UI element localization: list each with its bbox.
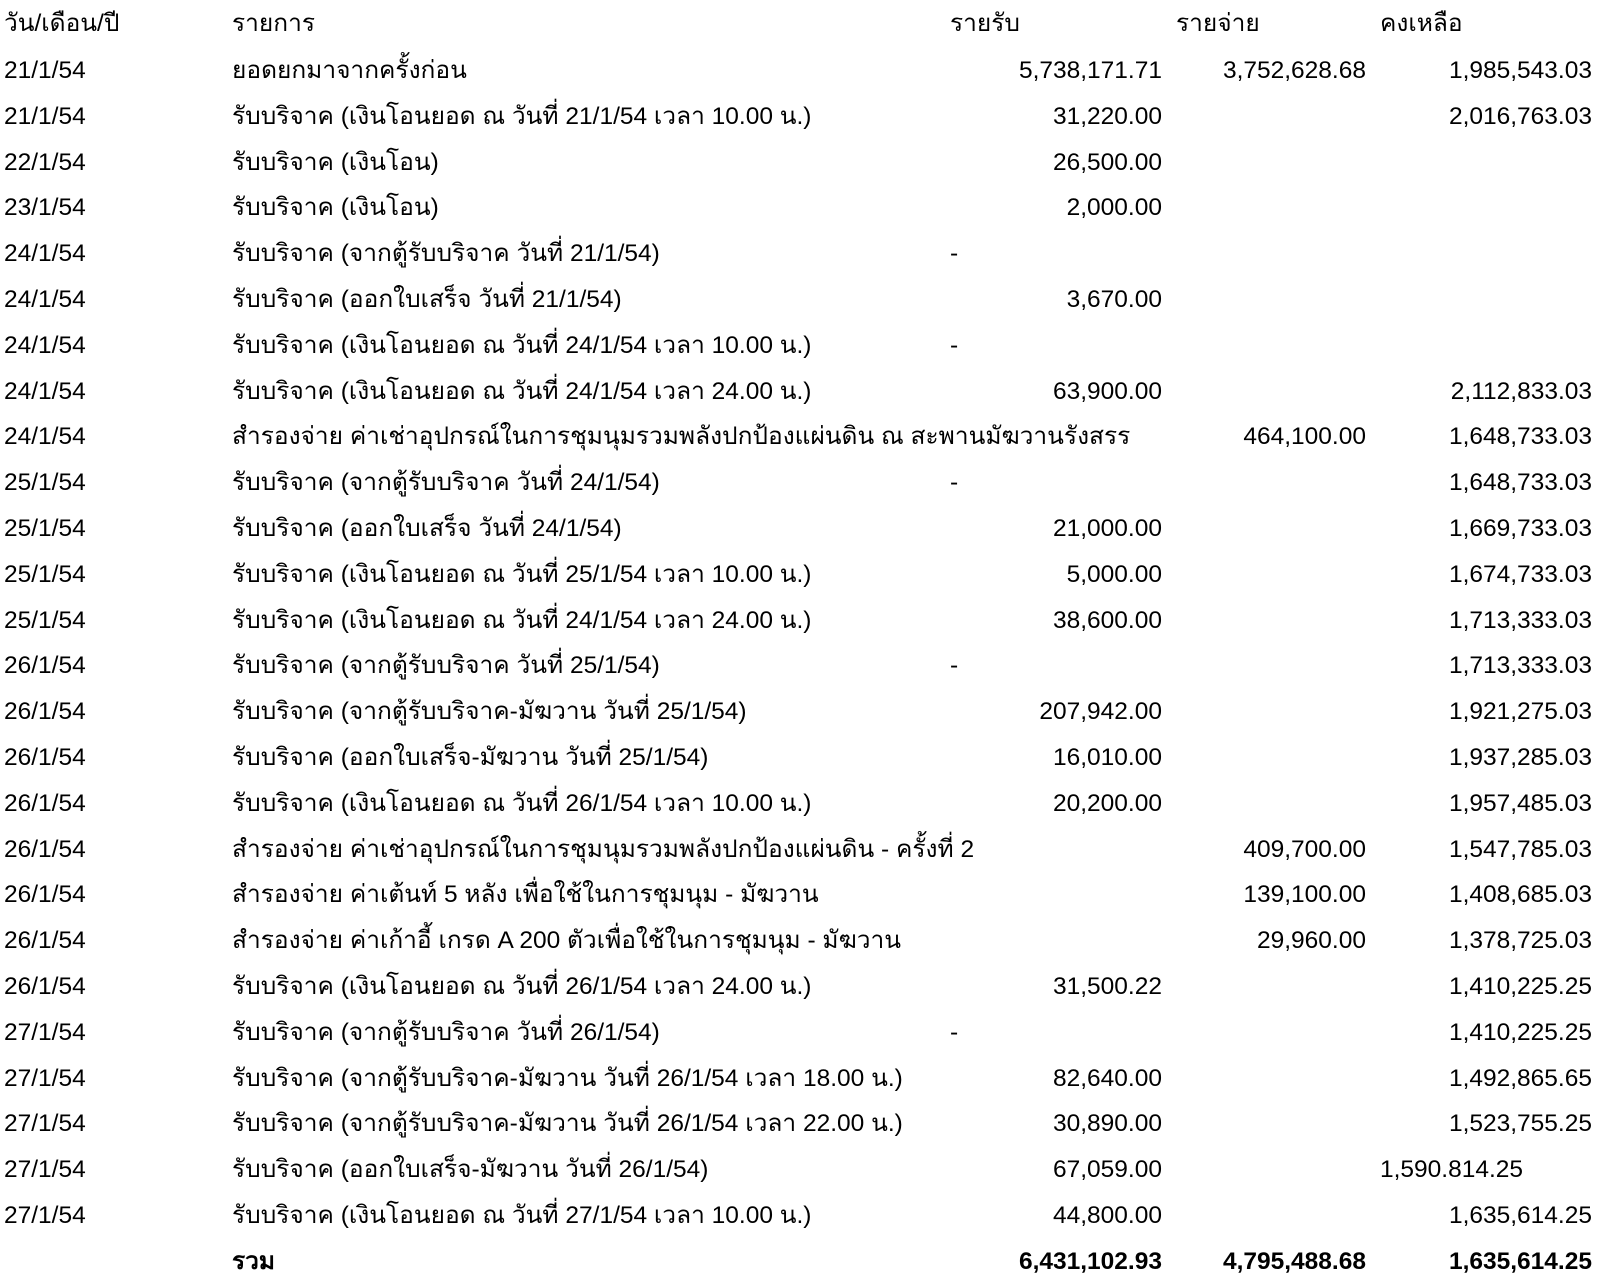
description-cell: รับบริจาค (เงินโอนยอด ณ วันที่ 24/1/54 เวลา 10.00 น.) <box>232 331 812 359</box>
table-row <box>0 1056 1600 1102</box>
balance-cell: 2,112,833.03 <box>1450 377 1592 405</box>
description-cell: สำรองจ่าย ค่าเต้นท์ 5 หลัง เพื่อใช้ในการชุมนุม - มัฆวาน <box>232 881 819 909</box>
description-cell: สำรองจ่าย ค่าเช่าอุปกรณ์ในการชุมนุมรวมพลังปกป้องแผ่นดิน - ครั้งที่ 2 <box>232 835 975 863</box>
description-cell: รับบริจาค (เงินโอนยอด ณ วันที่ 27/1/54 เวลา 10.00 น.) <box>232 1201 812 1229</box>
table-row <box>0 735 1600 781</box>
total-balance: 1,635,614.25 <box>1448 1247 1592 1275</box>
date-cell: 24/1/54 <box>4 240 86 268</box>
date-cell: 21/1/54 <box>4 102 86 130</box>
income-cell: 82,640.00 <box>1053 1064 1162 1092</box>
date-cell: 27/1/54 <box>4 1110 86 1138</box>
date-cell: 26/1/54 <box>4 927 86 955</box>
date-cell: 25/1/54 <box>4 469 86 497</box>
table-row <box>0 1101 1600 1147</box>
balance-cell: 1,669,733.03 <box>1448 514 1592 542</box>
date-cell: 21/1/54 <box>4 57 86 84</box>
balance-cell: 1,410,225.25 <box>1448 1018 1592 1046</box>
balance-cell: 1,674,733.03 <box>1448 560 1592 588</box>
income-cell: 21,000.00 <box>1053 514 1162 542</box>
description-cell: รับบริจาค (เงินโอน) <box>232 148 439 176</box>
table-header <box>0 0 1600 48</box>
header-date: วัน/เดือน/ปี <box>4 10 120 37</box>
income-cell: 26,500.00 <box>1053 148 1162 176</box>
date-cell: 27/1/54 <box>4 1018 86 1046</box>
balance-cell: 2,016,763.03 <box>1448 102 1592 130</box>
table-row <box>0 506 1600 552</box>
expense-cell: 3,752,628.68 <box>1222 57 1366 84</box>
table-row <box>0 827 1600 873</box>
balance-cell: 1,378,725.03 <box>1448 927 1592 955</box>
balance-cell: 1,985,543.03 <box>1448 57 1592 84</box>
date-cell: 26/1/54 <box>4 881 86 909</box>
income-cell: 63,900.00 <box>1053 377 1162 405</box>
date-cell: 24/1/54 <box>4 423 86 451</box>
date-cell: 27/1/54 <box>4 1156 86 1184</box>
table-row <box>0 552 1600 598</box>
income-cell: 16,010.00 <box>1053 743 1162 771</box>
description-cell: สำรองจ่าย ค่าเช่าอุปกรณ์ในการชุมนุมรวมพลังปกป้องแผ่นดิน ณ สะพานมัฆวานรังสรร <box>232 423 1131 451</box>
income-cell: 30,890.00 <box>1053 1110 1162 1138</box>
date-cell: 22/1/54 <box>4 148 86 176</box>
date-cell: 26/1/54 <box>4 789 86 817</box>
date-cell: 26/1/54 <box>4 972 86 1000</box>
header-description: รายการ <box>232 10 316 37</box>
balance-cell: 1,957,485.03 <box>1448 789 1592 817</box>
description-cell: รับบริจาค (ออกใบเสร็จ-มัฆวาน วันที่ 25/1/54) <box>232 743 709 771</box>
description-cell: รับบริจาค (จากตู้รับบริจาค วันที่ 26/1/54) <box>232 1018 660 1046</box>
income-cell: 38,600.00 <box>1053 606 1162 634</box>
table-row <box>0 964 1600 1010</box>
description-cell: รับบริจาค (เงินโอนยอด ณ วันที่ 24/1/54 เวลา 24.00 น.) <box>232 606 812 634</box>
table-row <box>0 369 1600 415</box>
table-row <box>0 231 1600 277</box>
description-cell: รับบริจาค (เงินโอนยอด ณ วันที่ 24/1/54 เวลา 24.00 น.) <box>232 377 812 405</box>
balance-cell: 1,648,733.03 <box>1448 423 1592 451</box>
balance-cell: 1,937,285.03 <box>1448 743 1592 771</box>
header-expense: รายจ่าย <box>1176 10 1260 37</box>
balance-cell: 1,921,275.03 <box>1448 698 1592 726</box>
expense-cell: 409,700.00 <box>1243 835 1366 863</box>
table-row <box>0 94 1600 140</box>
balance-cell: 1,523,755.25 <box>1448 1110 1592 1138</box>
date-cell: 24/1/54 <box>4 377 86 405</box>
total-label: รวม <box>232 1247 276 1275</box>
date-cell: 27/1/54 <box>4 1064 86 1092</box>
description-cell: รับบริจาค (เงินโอนยอด ณ วันที่ 26/1/54 เวลา 10.00 น.) <box>232 789 812 817</box>
income-cell: 5,000.00 <box>1066 560 1162 588</box>
description-cell: รับบริจาค (ออกใบเสร็จ วันที่ 21/1/54) <box>232 285 622 313</box>
header-income: รายรับ <box>950 10 1020 37</box>
description-cell: สำรองจ่าย ค่าเก้าอี้ เกรด A 200 ตัวเพื่อใช้ในการชุมนุม - มัฆวาน <box>232 927 902 955</box>
table-row <box>0 781 1600 827</box>
table-row <box>0 460 1600 506</box>
total-row <box>0 1239 1600 1285</box>
description-cell: รับบริจาค (จากตู้รับบริจาค-มัฆวาน วันที่ 25/1/54) <box>232 698 747 726</box>
balance-cell: 1,590.814.25 <box>1380 1156 1524 1184</box>
income-cell: 2,000.00 <box>1066 194 1162 222</box>
date-cell: 26/1/54 <box>4 698 86 726</box>
table-row <box>0 872 1600 918</box>
header-balance: คงเหลือ <box>1380 10 1463 37</box>
description-cell: รับบริจาค (จากตู้รับบริจาค-มัฆวาน วันที่ 26/1/54 เวลา 22.00 น.) <box>232 1110 903 1138</box>
income-cell: 5,738,171.71 <box>1018 57 1162 84</box>
income-cell: 31,220.00 <box>1053 102 1162 130</box>
income-dash-cell: - <box>950 652 959 680</box>
date-cell: 26/1/54 <box>4 835 86 863</box>
income-dash-cell: - <box>950 469 959 497</box>
date-cell: 26/1/54 <box>4 743 86 771</box>
income-dash-cell: - <box>950 1018 959 1046</box>
balance-cell: 1,648,733.03 <box>1448 469 1592 497</box>
table-row <box>0 323 1600 369</box>
balance-cell: 1,408,685.03 <box>1448 881 1592 909</box>
table-row <box>0 598 1600 644</box>
date-cell: 25/1/54 <box>4 560 86 588</box>
table-row <box>0 48 1600 94</box>
total-expense: 4,795,488.68 <box>1222 1247 1366 1275</box>
table-row <box>0 1147 1600 1193</box>
total-income: 6,431,102.93 <box>1018 1247 1162 1275</box>
income-cell: 20,200.00 <box>1053 789 1162 817</box>
income-cell: 44,800.00 <box>1053 1201 1162 1229</box>
balance-cell: 1,410,225.25 <box>1448 972 1592 1000</box>
income-cell: 67,059.00 <box>1053 1156 1162 1184</box>
table-row <box>0 1010 1600 1056</box>
description-cell: รับบริจาค (จากตู้รับบริจาค วันที่ 21/1/54) <box>232 240 660 268</box>
expense-cell: 29,960.00 <box>1257 927 1366 955</box>
description-cell: รับบริจาค (เงินโอนยอด ณ วันที่ 25/1/54 เวลา 10.00 น.) <box>232 560 812 588</box>
date-cell: 25/1/54 <box>4 514 86 542</box>
income-cell: 207,942.00 <box>1039 698 1162 726</box>
date-cell: 25/1/54 <box>4 606 86 634</box>
description-cell: รับบริจาค (จากตู้รับบริจาค-มัฆวาน วันที่ 26/1/54 เวลา 18.00 น.) <box>232 1064 903 1092</box>
income-cell: 31,500.22 <box>1053 972 1162 1000</box>
income-dash-cell: - <box>950 240 959 268</box>
balance-cell: 1,492,865.65 <box>1448 1064 1592 1092</box>
table-body <box>0 48 1600 1239</box>
description-cell: รับบริจาค (ออกใบเสร็จ วันที่ 24/1/54) <box>232 514 622 542</box>
description-cell: รับบริจาค (เงินโอนยอด ณ วันที่ 26/1/54 เวลา 24.00 น.) <box>232 972 812 1000</box>
balance-cell: 1,713,333.03 <box>1448 652 1592 680</box>
balance-cell: 1,713,333.03 <box>1448 606 1592 634</box>
description-cell: รับบริจาค (เงินโอน) <box>232 194 439 222</box>
table-row <box>0 1193 1600 1239</box>
date-cell: 26/1/54 <box>4 652 86 680</box>
date-cell: 24/1/54 <box>4 331 86 359</box>
table-row <box>0 414 1600 460</box>
income-cell: 3,670.00 <box>1066 285 1162 313</box>
date-cell: 24/1/54 <box>4 285 86 313</box>
date-cell: 23/1/54 <box>4 194 86 222</box>
description-cell: รับบริจาค (จากตู้รับบริจาค วันที่ 24/1/54) <box>232 469 660 497</box>
description-cell: รับบริจาค (เงินโอนยอด ณ วันที่ 21/1/54 เวลา 10.00 น.) <box>232 102 812 130</box>
table-row <box>0 185 1600 231</box>
table-row <box>0 689 1600 735</box>
expense-cell: 139,100.00 <box>1243 881 1366 909</box>
description-cell: รับบริจาค (จากตู้รับบริจาค วันที่ 25/1/54) <box>232 652 660 680</box>
description-cell: ยอดยกมาจากครั้งก่อน <box>232 57 467 84</box>
table-row <box>0 277 1600 323</box>
table-row <box>0 140 1600 186</box>
date-cell: 27/1/54 <box>4 1201 86 1229</box>
balance-cell: 1,635,614.25 <box>1448 1201 1592 1229</box>
expense-cell: 464,100.00 <box>1243 423 1366 451</box>
table-row <box>0 643 1600 689</box>
description-cell: รับบริจาค (ออกใบเสร็จ-มัฆวาน วันที่ 26/1/54) <box>232 1156 709 1184</box>
table-row <box>0 918 1600 964</box>
balance-cell: 1,547,785.03 <box>1448 835 1592 863</box>
income-dash-cell: - <box>950 331 959 359</box>
